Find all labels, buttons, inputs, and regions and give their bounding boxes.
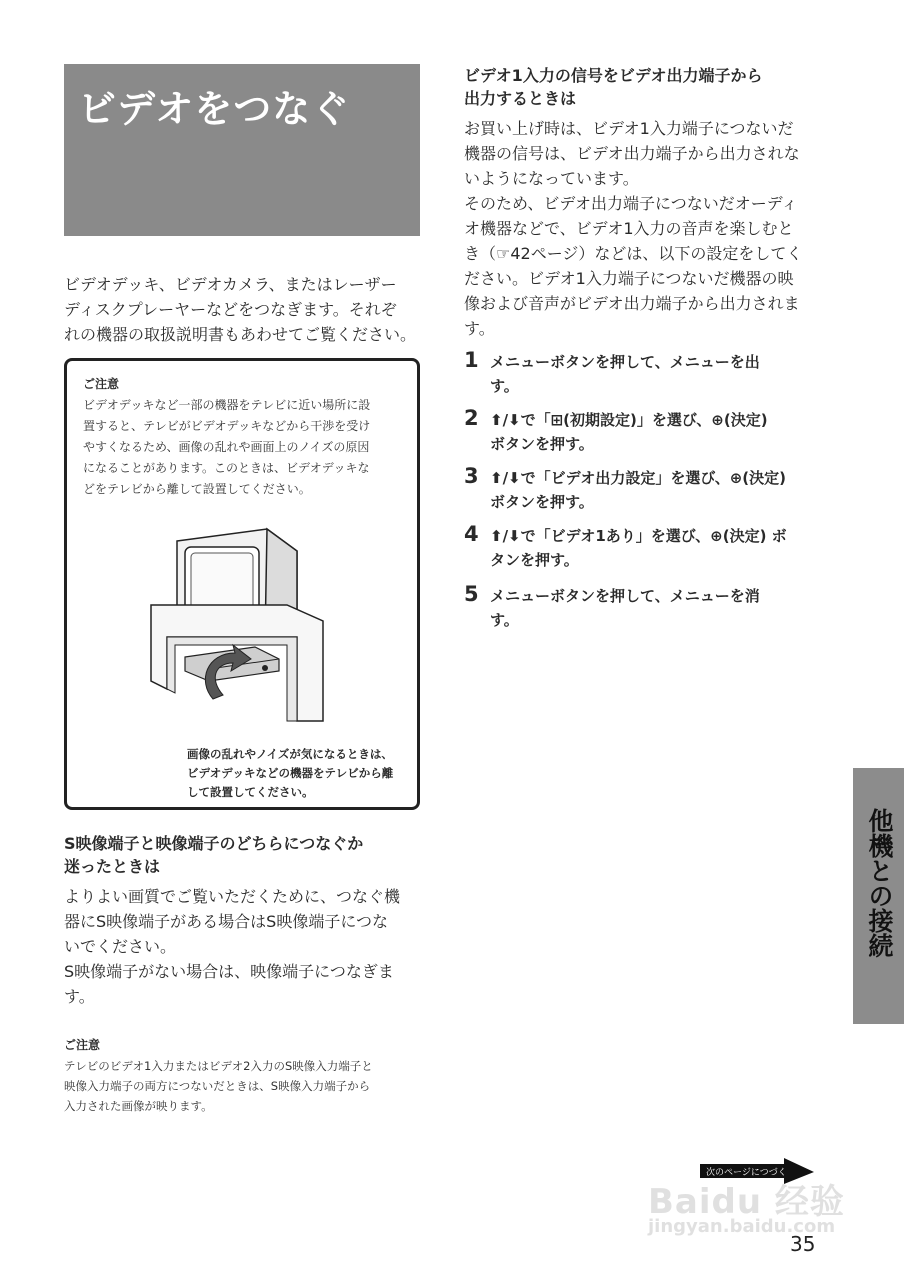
page-number: 35 <box>790 1232 816 1256</box>
caution-line: 置すると、テレビがビデオデッキなどから干渉を受け <box>83 419 371 433</box>
step-line: す。 <box>490 377 519 395</box>
body-line: よりよい画質でご覧いただくために、つなぐ機 <box>64 887 401 906</box>
body-line: ださい。ビデオ1入力端子につないだ機器の映 <box>464 269 794 288</box>
step-line: メニューボタンを押して、メニューを消 <box>490 587 760 605</box>
body-line: す。 <box>64 987 95 1006</box>
step-line: ⬆/⬇で「⊞(初期設定)」を選び、⊕(決定) <box>490 411 768 429</box>
step-text <box>490 466 816 514</box>
body-line: 機器の信号は、ビデオ出力端子から出力されな <box>464 144 800 163</box>
body-line: 器にS映像端子がある場合はS映像端子につな <box>64 912 388 931</box>
title-block <box>64 64 420 236</box>
heading-line: ビデオ1入力の信号をビデオ出力端子から <box>464 66 763 85</box>
body-line: いようになっています。 <box>464 169 639 188</box>
intro-line: ディスクプレーヤーなどをつなぎます。それぞ <box>64 300 397 319</box>
step-number: 5 <box>464 582 479 606</box>
body-line: お買い上げ時は、ビデオ1入力端子につないだ <box>464 119 794 138</box>
intro-paragraph <box>64 272 420 347</box>
side-tab-label: 他機との接続 <box>865 808 894 958</box>
step-line: ⬆/⬇で「ビデオ出力設定」を選び、⊕(決定) <box>490 469 786 487</box>
body-line: す。 <box>464 319 495 338</box>
step-number: 1 <box>464 348 479 372</box>
video-out-heading <box>464 64 824 110</box>
s-video-body <box>64 884 424 1009</box>
caution-line: になることがあります。このときは、ビデオデッキな <box>83 461 370 475</box>
note-line: テレビのビデオ1入力またはビデオ2入力のS映像入力端子と <box>64 1059 373 1073</box>
watermark-url: jingyan.baidu.com <box>648 1216 836 1237</box>
caption-line: 画像の乱れやノイズが気になるときは、 <box>187 747 393 761</box>
step-text <box>490 350 816 398</box>
note-line: 映像入力端子の両方につないだときは、S映像入力端子から <box>64 1079 371 1093</box>
step-number: 3 <box>464 464 479 488</box>
step-line: タンを押す。 <box>490 551 579 569</box>
intro-line: ビデオデッキ、ビデオカメラ、またはレーザー <box>64 275 397 294</box>
next-page-label: 次のページにつづく <box>706 1168 787 1178</box>
body-line: そのため、ビデオ出力端子につないだオーディ <box>464 194 798 213</box>
step-number: 4 <box>464 522 479 546</box>
caution-box <box>64 358 420 810</box>
heading-line: 迷ったときは <box>64 857 161 876</box>
body-line: オ機器などで、ビデオ1入力の音声を楽しむと <box>464 219 794 238</box>
s-video-heading <box>64 832 420 878</box>
step-line: す。 <box>490 611 519 629</box>
caution-line: やすくなるため、画像の乱れや画面上のノイズの原因 <box>83 440 370 454</box>
step-text <box>490 524 816 572</box>
intro-line: れの機器の取扱説明書もあわせてご覧ください。 <box>64 325 417 344</box>
heading-line: 出力するときは <box>464 89 577 108</box>
watermark-logo-text: Baidu 经验 <box>648 1182 845 1222</box>
caption-line: ビデオデッキなどの機器をテレビから離 <box>187 766 394 780</box>
heading-line: S映像端子と映像端子のどちらにつなぐか <box>64 834 364 853</box>
video-out-body <box>464 116 824 341</box>
body-line: S映像端子がない場合は、映像端子につなぎま <box>64 962 394 981</box>
body-line: き（☞42ページ）などは、以下の設定をしてく <box>464 244 803 263</box>
step-line: ⬆/⬇で「ビデオ1あり」を選び、⊕(決定) ボ <box>490 527 787 545</box>
caution-text <box>83 395 405 500</box>
step-line: メニューボタンを押して、メニューを出 <box>490 353 760 371</box>
illustration-caption <box>187 745 415 802</box>
step-text <box>490 584 816 632</box>
page-title: ビデオをつなぐ <box>78 87 351 131</box>
step-number: 2 <box>464 406 479 430</box>
caution-title: ご注意 <box>83 377 120 391</box>
note-line: 入力された画像が映ります。 <box>64 1099 213 1113</box>
watermark <box>636 1174 856 1244</box>
step-text <box>490 408 816 456</box>
s-video-note-title: ご注意 <box>64 1038 101 1052</box>
step-line: ボタンを押す。 <box>490 493 594 511</box>
body-line: いでください。 <box>64 937 177 956</box>
caption-line: して設置してください。 <box>187 785 314 799</box>
step-line: ボタンを押す。 <box>490 435 594 453</box>
caution-line: どをテレビから離して設置してください。 <box>83 482 311 496</box>
s-video-note <box>64 1056 424 1116</box>
section-side-tab <box>853 768 904 1024</box>
caution-line: ビデオデッキなど一部の機器をテレビに近い場所に設 <box>83 398 371 412</box>
body-line: 像および音声がビデオ出力端子から出力されま <box>464 294 800 313</box>
tv-on-stand-illustration <box>147 521 347 726</box>
